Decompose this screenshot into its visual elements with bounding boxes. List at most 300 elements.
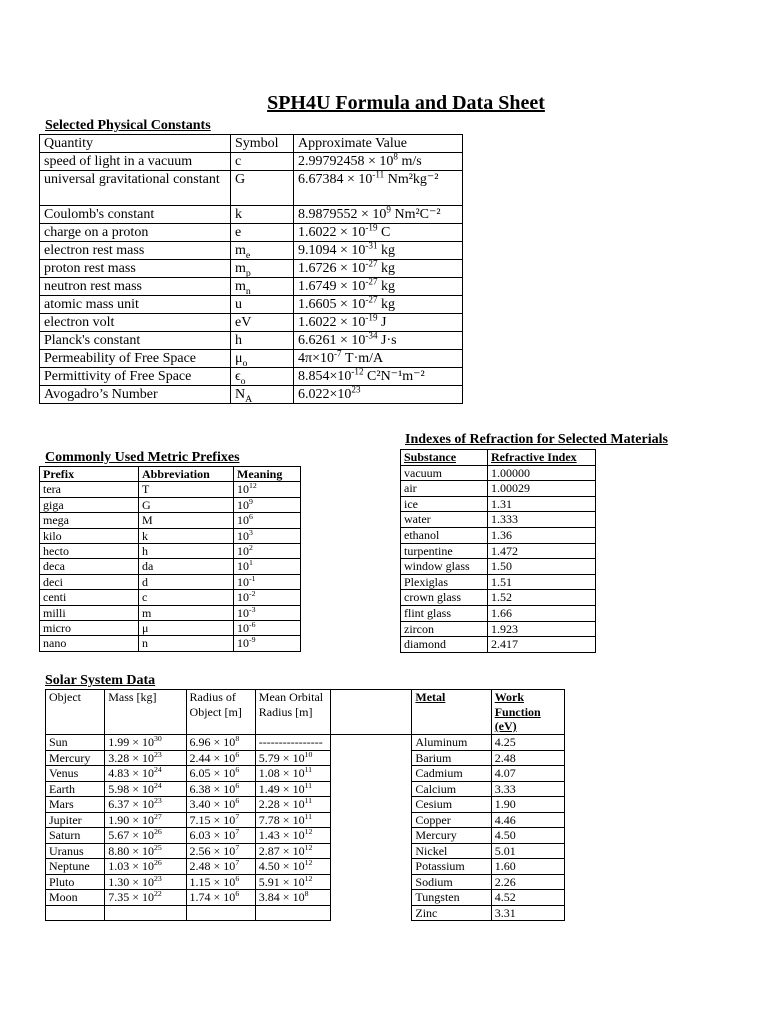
radius-cell xyxy=(186,812,255,828)
index-cell: 1.00029 xyxy=(488,481,596,497)
radius-cell xyxy=(186,750,255,766)
value-base: 10 xyxy=(237,590,249,605)
object-cell: Neptune xyxy=(46,859,105,875)
substance-cell: ice xyxy=(401,496,488,512)
mass-cell xyxy=(105,859,186,875)
header-cell: Refractive Index xyxy=(488,450,596,466)
value-base: 7.78 × 10 xyxy=(258,812,305,827)
constant-row xyxy=(40,260,463,278)
value-exponent: -6 xyxy=(249,619,256,629)
substance-cell: zircon xyxy=(401,621,488,637)
mass-cell xyxy=(105,735,186,751)
symbol: eV xyxy=(235,315,252,330)
meaning-cell xyxy=(234,605,301,620)
value-exponent: 6 xyxy=(249,512,253,522)
work-function-cell: 4.07 xyxy=(491,766,564,782)
object-cell: Moon xyxy=(46,890,105,906)
substance-cell: crown glass xyxy=(401,590,488,606)
substance-cell: air xyxy=(401,481,488,497)
index-cell: 1.333 xyxy=(488,512,596,528)
radius-cell xyxy=(186,797,255,813)
value-cell xyxy=(294,153,463,171)
constant-row xyxy=(40,153,463,171)
value-exponent: -3 xyxy=(249,604,256,614)
mass-cell xyxy=(105,890,186,906)
header-cell: Prefix xyxy=(40,467,139,482)
radius-cell xyxy=(186,766,255,782)
value-exponent: 7 xyxy=(235,858,240,867)
symbol-cell xyxy=(231,332,294,350)
refraction-row xyxy=(401,527,596,543)
work-function-cell: 3.33 xyxy=(491,781,564,797)
meaning-cell xyxy=(234,574,301,589)
constant-row xyxy=(40,368,463,386)
metal-cell: Potassium xyxy=(412,859,491,875)
refraction-row xyxy=(401,621,596,637)
metal-cell: Aluminum xyxy=(412,735,491,751)
object-cell: Earth xyxy=(46,781,105,797)
header-cell: Substance xyxy=(401,450,488,466)
symbol-subscript: A xyxy=(245,393,253,405)
spacer-cell xyxy=(331,735,412,751)
value-exponent: 24 xyxy=(154,765,162,774)
value-exponent: 8 xyxy=(235,734,240,743)
work-function-cell: 4.52 xyxy=(491,890,564,906)
value-exponent: -19 xyxy=(365,222,378,233)
value-exponent: 2 xyxy=(249,542,253,552)
quantity-cell: electron volt xyxy=(40,314,231,332)
constants-heading: Selected Physical Constants xyxy=(45,118,211,133)
quantity-cell: Planck's constant xyxy=(40,332,231,350)
value-exponent: -27 xyxy=(365,294,378,305)
value-base: 9.1094 × 10 xyxy=(298,243,366,258)
symbol: e xyxy=(235,225,242,240)
value-base: 6.05 × 10 xyxy=(189,766,236,780)
work-function-header: Work Function (eV) xyxy=(491,690,564,735)
header-cell: Object xyxy=(46,690,105,735)
value-exponent: 23 xyxy=(154,873,162,883)
abbreviation-cell: G xyxy=(139,497,234,512)
work-function-cell: 4.25 xyxy=(491,735,564,751)
solar-table xyxy=(45,689,565,921)
object-cell: Pluto xyxy=(46,874,105,890)
value-cell xyxy=(294,278,463,296)
value-exponent: 6 xyxy=(235,873,240,883)
spacer-cell xyxy=(331,859,412,875)
symbol-cell xyxy=(231,350,294,368)
unit: Nm²kg⁻² xyxy=(384,172,439,187)
unit: kg xyxy=(377,297,396,312)
value-exponent: -31 xyxy=(365,240,378,251)
value-exponent: 24 xyxy=(154,780,162,790)
value-exponent: -12 xyxy=(351,366,364,377)
solar-row xyxy=(46,781,565,797)
prefixes-heading: Commonly Used Metric Prefixes xyxy=(45,450,240,465)
value-exponent: -19 xyxy=(365,312,378,323)
meaning-cell xyxy=(234,528,301,543)
abbreviation-cell: M xyxy=(139,513,234,528)
mass-cell xyxy=(105,843,186,859)
index-cell: 1.36 xyxy=(488,527,596,543)
symbol: c xyxy=(235,154,242,169)
prefix-cell: hecto xyxy=(40,543,139,558)
value-exponent: 23 xyxy=(351,384,361,395)
value-base: 1.90 × 10 xyxy=(108,812,154,827)
radius-cell xyxy=(186,781,255,797)
value-base: 1.6605 × 10 xyxy=(298,297,366,312)
value-base: 1.74 × 10 xyxy=(189,890,236,904)
value-cell xyxy=(294,368,463,386)
value-exponent: 7 xyxy=(235,827,240,836)
value-base: 10 xyxy=(237,497,249,512)
substance-cell: vacuum xyxy=(401,465,488,481)
value-exponent: 9 xyxy=(386,204,391,215)
value-base: ---------------- xyxy=(258,735,323,749)
symbol-subscript: p xyxy=(245,267,251,279)
value-base: 10 xyxy=(237,574,249,589)
value-base: 3.28 × 10 xyxy=(108,750,154,765)
spacer-cell xyxy=(331,874,412,890)
symbol: m xyxy=(235,261,246,276)
symbol: G xyxy=(235,172,246,187)
refraction-row xyxy=(401,543,596,559)
abbreviation-cell: d xyxy=(139,574,234,589)
value-exponent: 26 xyxy=(154,858,162,867)
prefix-row xyxy=(40,497,301,512)
solar-heading: Solar System Data xyxy=(45,673,156,688)
refraction-row xyxy=(401,574,596,590)
value-base: 10 xyxy=(237,528,249,543)
value-exponent: 8 xyxy=(393,151,398,162)
substance-cell: Plexiglas xyxy=(401,574,488,590)
quantity-cell: atomic mass unit xyxy=(40,296,231,314)
unit: Nm²C⁻² xyxy=(390,207,441,222)
refraction-row xyxy=(401,559,596,575)
work-function-cell: 4.50 xyxy=(491,828,564,844)
refraction-table xyxy=(400,449,596,653)
symbol-cell xyxy=(231,314,294,332)
header-cell: Radius of Object [m] xyxy=(186,690,255,735)
header-cell: Approximate Value xyxy=(294,135,463,153)
substance-cell: turpentine xyxy=(401,543,488,559)
unit: T·m/A xyxy=(341,351,384,366)
orbital-radius-cell xyxy=(255,781,330,797)
object-cell: Saturn xyxy=(46,828,105,844)
value-base: 7.35 × 10 xyxy=(108,890,154,904)
value-base: 4.83 × 10 xyxy=(108,766,154,780)
unit: J xyxy=(377,315,387,330)
orbital-radius-cell xyxy=(255,750,330,766)
value-base: 6.67384 × 10 xyxy=(298,172,373,187)
symbol-cell xyxy=(231,368,294,386)
symbol: k xyxy=(235,207,242,222)
value-base: 1.6726 × 10 xyxy=(298,261,366,276)
symbol: m xyxy=(235,243,246,258)
symbol-cell xyxy=(231,153,294,171)
value-cell xyxy=(294,386,463,404)
symbol-cell xyxy=(231,206,294,224)
value-exponent: 7 xyxy=(235,811,240,821)
orbital-radius-cell xyxy=(255,874,330,890)
value-exponent: 12 xyxy=(304,842,313,852)
work-function-cell: 4.46 xyxy=(491,812,564,828)
spacer-cell xyxy=(331,905,412,921)
constants-header-row xyxy=(40,135,463,153)
value-base: 2.56 × 10 xyxy=(189,843,236,858)
prefix-row xyxy=(40,559,301,574)
symbol-subscript: o xyxy=(240,375,246,387)
orbital-radius-cell xyxy=(255,890,330,906)
prefix-cell: nano xyxy=(40,636,139,651)
quantity-cell: electron rest mass xyxy=(40,242,231,260)
value-exponent: 26 xyxy=(154,827,162,836)
quantity-cell: speed of light in a vacuum xyxy=(40,153,231,171)
value-cell xyxy=(294,242,463,260)
value-base: 7.15 × 10 xyxy=(189,812,236,827)
value-exponent: 6 xyxy=(235,889,240,898)
index-cell: 1.50 xyxy=(488,559,596,575)
prefix-table xyxy=(39,466,301,652)
abbreviation-cell: n xyxy=(139,636,234,651)
symbol-cell xyxy=(231,278,294,296)
value-exponent: 7 xyxy=(235,842,240,852)
unit: C²N⁻¹m⁻² xyxy=(363,369,425,384)
prefix-cell: micro xyxy=(40,620,139,635)
orbital-radius-cell xyxy=(255,859,330,875)
constant-row xyxy=(40,296,463,314)
metal-cell: Tungsten xyxy=(412,890,491,906)
value-base: 8.9879552 × 10 xyxy=(298,207,387,222)
value-exponent: 11 xyxy=(304,780,313,790)
value-base: 10 xyxy=(237,605,249,620)
symbol-subscript: n xyxy=(245,285,251,297)
value-exponent: 9 xyxy=(249,496,253,506)
mass-cell xyxy=(105,766,186,782)
constants-table xyxy=(39,134,463,404)
metal-cell: Sodium xyxy=(412,874,491,890)
symbol: u xyxy=(235,297,242,312)
spacer-cell xyxy=(331,890,412,906)
meaning-cell xyxy=(234,497,301,512)
orbital-radius-cell xyxy=(255,735,330,751)
metal-cell: Calcium xyxy=(412,781,491,797)
symbol: μ xyxy=(235,351,243,366)
refraction-heading: Indexes of Refraction for Selected Materials xyxy=(405,432,668,447)
constant-row xyxy=(40,350,463,368)
refraction-header-row xyxy=(401,450,596,466)
unit: kg xyxy=(377,279,396,294)
value-exponent: -1 xyxy=(249,573,256,583)
constant-row xyxy=(40,314,463,332)
value-base: 1.30 × 10 xyxy=(108,874,154,889)
metal-cell: Copper xyxy=(412,812,491,828)
refraction-row xyxy=(401,512,596,528)
refraction-row xyxy=(401,481,596,497)
unit: C xyxy=(377,225,391,240)
refraction-row xyxy=(401,465,596,481)
substance-cell: diamond xyxy=(401,637,488,653)
value-base: 1.6022 × 10 xyxy=(298,315,366,330)
value-base: 5.91 × 10 xyxy=(258,874,305,889)
value-exponent: 22 xyxy=(154,889,162,898)
constant-row xyxy=(40,224,463,242)
prefix-cell: giga xyxy=(40,497,139,512)
value-exponent: -11 xyxy=(372,169,385,180)
radius-cell xyxy=(186,859,255,875)
value-base: 8.80 × 10 xyxy=(108,843,154,858)
metal-cell: Cadmium xyxy=(412,766,491,782)
value-exponent: 6 xyxy=(235,765,240,774)
value-base: 10 xyxy=(237,482,249,497)
prefix-row xyxy=(40,513,301,528)
prefix-row xyxy=(40,528,301,543)
solar-row xyxy=(46,797,565,813)
value-base: 10 xyxy=(237,513,249,528)
solar-row xyxy=(46,812,565,828)
spacer-cell xyxy=(331,750,412,766)
object-cell: Mercury xyxy=(46,750,105,766)
spacer-cell xyxy=(331,828,412,844)
prefix-header-row xyxy=(40,467,301,482)
value-base: 5.98 × 10 xyxy=(108,781,154,796)
empty-cell xyxy=(186,905,255,921)
index-cell: 1.472 xyxy=(488,543,596,559)
symbol: N xyxy=(235,387,246,402)
value-exponent: -9 xyxy=(249,635,256,645)
value-exponent: 11 xyxy=(304,796,313,805)
value-base: 1.49 × 10 xyxy=(258,781,305,796)
value-exponent: -27 xyxy=(365,276,378,287)
mass-cell xyxy=(105,781,186,797)
value-base: 3.40 × 10 xyxy=(189,797,236,811)
value-exponent: -27 xyxy=(365,258,378,269)
spacer-cell xyxy=(331,843,412,859)
orbital-radius-cell xyxy=(255,828,330,844)
mass-cell xyxy=(105,828,186,844)
spacer-cell xyxy=(331,812,412,828)
value-exponent: 27 xyxy=(154,811,162,821)
value-base: 3.84 × 10 xyxy=(258,890,305,904)
meaning-cell xyxy=(234,590,301,605)
orbital-radius-cell xyxy=(255,812,330,828)
symbol: ϵ xyxy=(235,369,241,384)
value-exponent: 12 xyxy=(304,873,313,883)
substance-cell: flint glass xyxy=(401,605,488,621)
metal-cell: Cesium xyxy=(412,797,491,813)
object-cell: Mars xyxy=(46,797,105,813)
value-exponent: 11 xyxy=(304,811,313,821)
prefix-cell: deca xyxy=(40,559,139,574)
value-exponent: -34 xyxy=(365,330,378,341)
header-cell: Quantity xyxy=(40,135,231,153)
value-exponent: 11 xyxy=(304,765,313,774)
solar-header-row xyxy=(46,690,565,735)
quantity-cell: Avogadro’s Number xyxy=(40,386,231,404)
substance-cell: water xyxy=(401,512,488,528)
object-cell: Sun xyxy=(46,735,105,751)
metal-cell: Mercury xyxy=(412,828,491,844)
quantity-cell: neutron rest mass xyxy=(40,278,231,296)
quantity-cell: universal gravitational constant xyxy=(40,171,231,206)
spacer-cell xyxy=(331,690,412,735)
prefix-row xyxy=(40,574,301,589)
header-cell: Mean Orbital Radius [m] xyxy=(255,690,330,735)
prefix-cell: tera xyxy=(40,482,139,497)
metal-header: Metal xyxy=(412,690,491,735)
constant-row xyxy=(40,386,463,404)
constant-row xyxy=(40,332,463,350)
symbol: h xyxy=(235,333,242,348)
value-cell xyxy=(294,171,463,206)
value-cell xyxy=(294,350,463,368)
index-cell: 1.66 xyxy=(488,605,596,621)
prefix-cell: mega xyxy=(40,513,139,528)
meaning-cell xyxy=(234,543,301,558)
meaning-cell xyxy=(234,620,301,635)
header-cell: Abbreviation xyxy=(139,467,234,482)
symbol-subscript: e xyxy=(245,249,251,261)
solar-row xyxy=(46,828,565,844)
value-base: 4.50 × 10 xyxy=(258,859,305,873)
value-base: 10 xyxy=(237,559,249,574)
meaning-cell xyxy=(234,482,301,497)
abbreviation-cell: T xyxy=(139,482,234,497)
meaning-cell xyxy=(234,513,301,528)
work-function-cell: 1.90 xyxy=(491,797,564,813)
value-base: 6.96 × 10 xyxy=(189,735,236,749)
value-base: 4π×10 xyxy=(298,351,334,366)
abbreviation-cell: h xyxy=(139,543,234,558)
index-cell: 2.417 xyxy=(488,637,596,653)
work-function-cell: 2.26 xyxy=(491,874,564,890)
value-cell xyxy=(294,260,463,278)
value-cell xyxy=(294,314,463,332)
spacer-cell xyxy=(331,797,412,813)
value-exponent: 6 xyxy=(235,780,240,790)
meaning-cell xyxy=(234,559,301,574)
object-cell: Uranus xyxy=(46,843,105,859)
prefix-row xyxy=(40,636,301,651)
quantity-cell: Permeability of Free Space xyxy=(40,350,231,368)
abbreviation-cell: k xyxy=(139,528,234,543)
symbol: m xyxy=(235,279,246,294)
refraction-row xyxy=(401,605,596,621)
value-exponent: 12 xyxy=(249,481,257,491)
mass-cell xyxy=(105,812,186,828)
solar-row xyxy=(46,905,565,921)
index-cell: 1.52 xyxy=(488,590,596,606)
value-exponent: 3 xyxy=(249,527,253,537)
work-function-cell: 3.31 xyxy=(491,905,564,921)
symbol-cell xyxy=(231,386,294,404)
solar-row xyxy=(46,735,565,751)
index-cell: 1.31 xyxy=(488,496,596,512)
solar-row xyxy=(46,843,565,859)
radius-cell xyxy=(186,874,255,890)
value-base: 6.03 × 10 xyxy=(189,828,236,842)
prefix-cell: deci xyxy=(40,574,139,589)
unit: J·s xyxy=(377,333,397,348)
header-cell: Symbol xyxy=(231,135,294,153)
value-base: 10 xyxy=(237,543,249,558)
value-exponent: -2 xyxy=(249,589,256,599)
value-base: 8.854×10 xyxy=(298,369,352,384)
solar-row xyxy=(46,766,565,782)
prefix-row xyxy=(40,620,301,635)
index-cell: 1.00000 xyxy=(488,465,596,481)
value-cell xyxy=(294,332,463,350)
value-base: 2.44 × 10 xyxy=(189,750,236,765)
